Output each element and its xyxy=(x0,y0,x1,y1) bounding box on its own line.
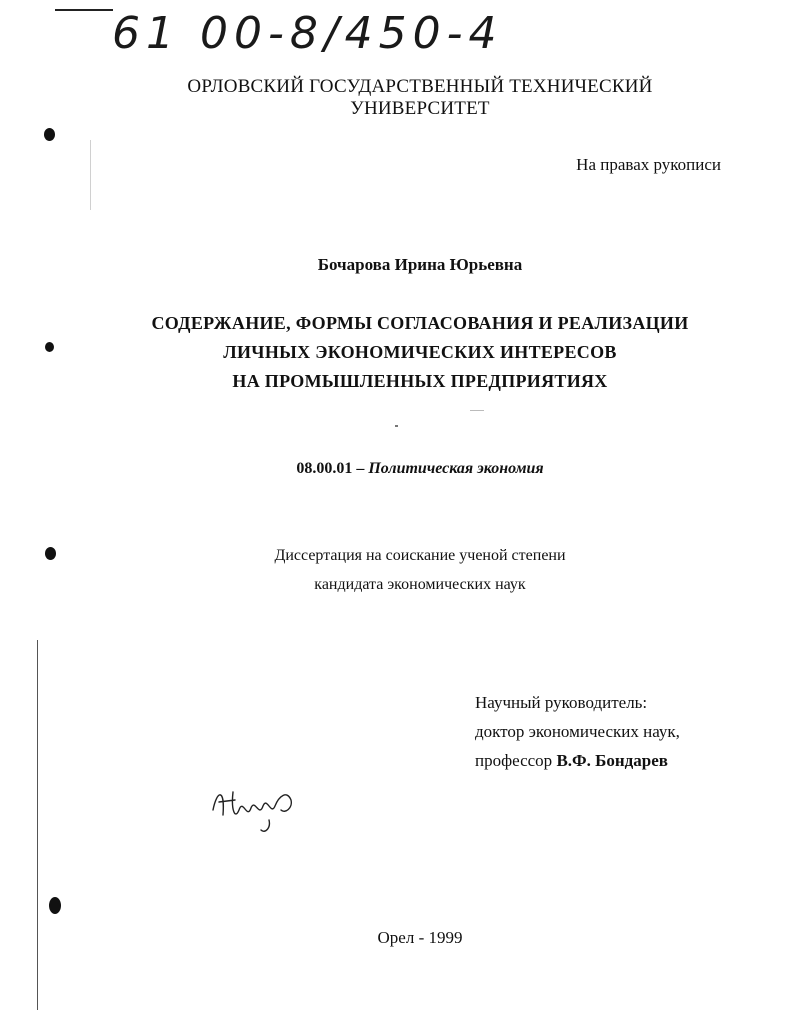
scan-edge-line xyxy=(37,640,38,1010)
supervisor-label: Научный руководитель: xyxy=(475,693,648,712)
archive-code-handwritten: 61 00-8/450-4 xyxy=(112,8,503,59)
thesis-title-line-1: СОДЕРЖАНИЕ, ФОРМЫ СОГЛАСОВАНИЯ И РЕАЛИЗАЦИИ xyxy=(151,313,689,333)
punch-hole-mark xyxy=(49,897,61,914)
supervisor-position-line xyxy=(475,751,668,771)
supervisor-position: профессор xyxy=(475,751,553,770)
scan-rule-artifact xyxy=(55,9,113,11)
specialty-name: Политическая экономия xyxy=(368,460,544,477)
city-year: Орел - 1999 xyxy=(377,928,463,947)
scan-noise xyxy=(90,140,91,210)
thesis-title-line-2: ЛИЧНЫХ ЭКОНОМИЧЕСКИХ ИНТЕРЕСОВ xyxy=(223,342,617,362)
specialty xyxy=(120,460,720,478)
punch-hole-mark xyxy=(45,547,56,560)
punch-hole-mark xyxy=(45,342,54,352)
specialty-code: 08.00.01 – xyxy=(296,460,365,477)
supervisor-name: В.Ф. Бондарев xyxy=(556,751,668,770)
author-name: Бочарова Ирина Юрьевна xyxy=(317,255,523,274)
university-name: ОРЛОВСКИЙ ГОСУДАРСТВЕННЫЙ ТЕХНИЧЕСКИЙ УНИВЕРСИТЕТ xyxy=(187,76,653,119)
scan-noise xyxy=(470,410,484,411)
punch-hole-mark xyxy=(44,128,55,141)
signature-scribble xyxy=(205,780,305,840)
dissertation-line-2: кандидата экономических наук xyxy=(314,576,526,593)
dissertation-line-1: Диссертация на соискание ученой степени xyxy=(274,547,566,564)
thesis-title-line-3: НА ПРОМЫШЛЕННЫХ ПРЕДПРИЯТИЯХ xyxy=(232,371,608,391)
scan-noise xyxy=(395,425,398,427)
manuscript-note: На правах рукописи xyxy=(576,155,721,174)
supervisor-degree: доктор экономических наук, xyxy=(475,722,680,741)
